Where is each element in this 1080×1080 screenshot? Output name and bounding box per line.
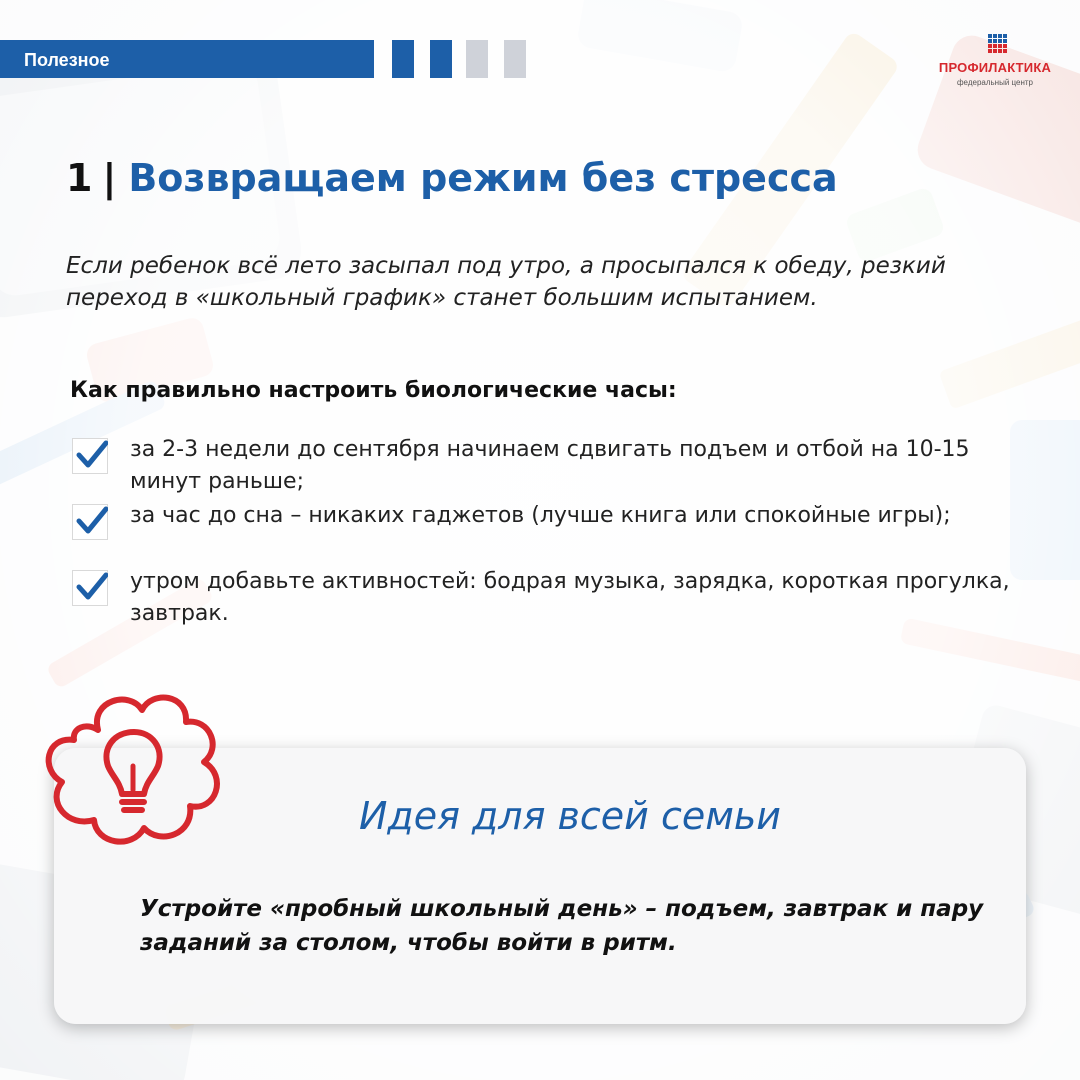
checkmark-icon	[72, 570, 108, 606]
intro-paragraph: Если ребенок всё лето засыпал под утро, а просыпался к обеду, резкий переход в «школьный график» станет большим испытанием.	[66, 253, 946, 311]
idea-card-title: Идея для всей семьи	[359, 794, 781, 838]
list-item	[72, 500, 1012, 566]
header-decor-block	[392, 40, 414, 78]
logo-grid-icon	[988, 34, 1008, 56]
section-separator: |	[102, 156, 117, 200]
logo-subtitle: федеральный центр	[956, 78, 1034, 87]
idea-card-text: Устройте «пробный школьный день» – подъем, завтрак и пару заданий за столом, чтобы войти в ритм.	[140, 896, 984, 956]
logo-title: ПРОФИЛАКТИКА	[938, 60, 1052, 75]
section-title	[66, 156, 838, 200]
header-bar	[0, 40, 374, 78]
lightbulb-icon	[38, 678, 230, 854]
list-item	[72, 566, 1012, 632]
header-decor-block	[430, 40, 452, 78]
section-number: 1	[66, 156, 93, 200]
how-to-heading: Как правильно настроить биологические часы:	[70, 378, 677, 403]
tips-list	[72, 434, 1012, 632]
header-label: Полезное	[24, 50, 110, 70]
brand-logo	[930, 34, 1060, 90]
list-item-text: за 2-3 недели до сентября начинаем сдвигать подъем и отбой на 10-15 минут раньше;	[130, 437, 970, 494]
checkmark-icon	[72, 438, 108, 474]
checkmark-icon	[72, 504, 108, 540]
section-title-text: Возвращаем режим без стресса	[128, 156, 838, 200]
header-decor-block	[466, 40, 488, 78]
list-item	[72, 434, 1012, 500]
header-decor-block	[504, 40, 526, 78]
list-item-text: утром добавьте активностей: бодрая музыка, зарядка, короткая прогулка, завтрак.	[130, 569, 1010, 626]
list-item-text: за час до сна – никаких гаджетов (лучше книга или спокойные игры);	[130, 503, 951, 528]
